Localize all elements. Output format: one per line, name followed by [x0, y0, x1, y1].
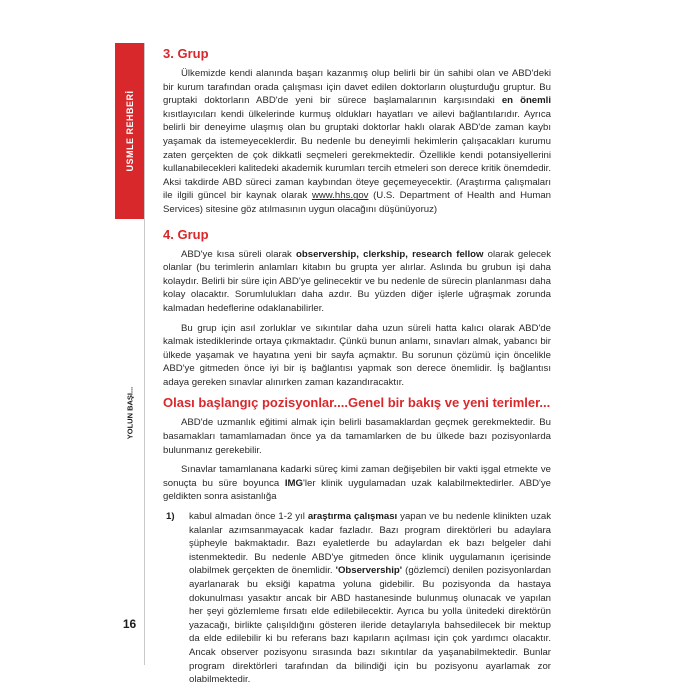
section-5-paragraph-1: ABD'de uzmanlık eğitimi almak için belirli basamaklardan geçmek gerekmektedir. Bu basamakları tamamlamadan önce ya da tamamlarken de bu ülkede bazı pozisyonlarda bulunmanız gerekebilir. [163, 417, 551, 456]
list-item-text: kabul almadan önce 1-2 yıl araştırma çalışması yapan ve bu nedenle klinikten uzak kalanlar azımsanmayacak kadar fazladır. Bazı program direktörleri bu adaylara şüpheyle bakmaktadır. Bazı eyaletlerde bu adaylardan ek bazı belgeler dahi istenmektedir. Bu nedenle ABD'ye gitmeden önce klinik uygulamanın içerisinde olabilmek gerçekten de önemlidir. 'Observership' (gözlemci) denilen pozisyonlardan ayarlanarak bu eksiği kapatma yoluna gidebilir. Bu pozisyonda da hastaya dokunulması yasaktır ancak bir ABD hastanesinde bulunmuş olunacak ve yapılan her şeyi gözlemleme fırsatı elde edilebilecektir. Ayrıca bu yolla ünitedeki direktörün yazacağı, birlikte çalışıldığını gösteren ileride detaylarıyla bahsedilecek bir mektup da elde edilebilir ki bu referans bazı kapıların açılması için çok yardımcı olacaktır. Ancak observer pozisyonu sırasında bazı sıkıntılar da yaşanabilmektedir. Bunlar program direktörleri tarafından da bilindiği için bu pozisyonu ayarlamak zor olabilmektedir. [189, 511, 551, 686]
brand-label: USMLE REHBERİ [124, 90, 135, 172]
section-label-wrap [115, 373, 144, 453]
page-content [163, 46, 551, 687]
list-item-number: 1) [166, 511, 175, 523]
list-item [163, 510, 551, 687]
section-5-paragraph-2: Sınavlar tamamlanana kadarki süreç kimi zaman değişebilen bir vakti işgal etmekte ve sonuçta bu süre boyunca IMG'ler klinik uygulamadan uzak kalabilmektedirler. ABD'ye geldikten sonra asistanlığa [163, 464, 551, 503]
hhs-link[interactable]: www.hhs.gov [311, 190, 369, 202]
section-label: YOLUN BAŞI... [125, 386, 134, 440]
section-4-paragraph-1: ABD'ye kısa süreli olarak observership, clerkship, research fellow olarak gelecek olanlar (bu terimlerin anlamları kitabın bu grupta yer alırlar. Aslında bu grubun işi daha kolaydır. Belirli bir süre için ABD'ye gelinecektir ve bu nedenle de sürecin planlanması daha kolay olacaktır. Sorumlulukları daha azdır. Bu yüzden diğer işlerle uğraşmak zorunda kalmadan hedeflerine odaklanabilirler. [163, 248, 551, 314]
numbered-list [163, 510, 551, 687]
page-number: 16 [122, 617, 137, 631]
section-4-paragraph-2: Bu grup için asıl zorluklar ve sıkıntılar daha uzun süreli hatta kalıcı olarak ABD'de kalmak istediklerinde ortaya çıkmaktadır. Çünkü bunun anlamı, sınavları almak, yabancı bir ülkede yaşamak ve hayatına yeni bir sayfa açmaktır. Bu sorunun çözümü için öncelikle ABD'ye gitmeden önce iyi bir iş bağlantısı yapmak son derece önemlidir. İş bağlantısı adaya gereken sınavlar alınırken zaman kazandıracaktır. [163, 322, 551, 388]
brand-tab [115, 43, 144, 219]
section-4-heading: 4. Grup [163, 226, 209, 242]
section-3-heading: 3. Grup [163, 46, 209, 61]
section-5-heading: Olası başlangıç pozisyonlar....Genel bir bakış ve yeni terimler... [163, 395, 551, 411]
sidebar [115, 43, 145, 665]
section-3-paragraph-1: Ülkemizde kendi alanında başarı kazanmış olup belirli bir ün sahibi olan ve ABD'deki bir kurum tarafından orada çalışması için davet edilen doktorların oluşturduğu gruptur. Bu gruptaki doktorların ABD'de yeni bir sürece başlamalarının karşısındaki en önemli kısıtlayıcıları kendi ülkelerinde kurmuş oldukları hayatları ve ailevi bağlantılarıdır. Ayrıca belirli bir deneyime ulaşmış olan bu gruptaki doktorlar haklı olarak ABD'de zaman kaybı yaşamak da istemeyeceklerdir. Bu nedenle bu deneyimli hekimlerin çalışacakları kurumu zaten gerçekten de çok dikkatli seçmeleri gerekmektedir. Özellikle kendi potansiyellerini kullanabilecekleri kalitedeki akademik kurumları tercih etmeleri son derece kritik önemdedir. Aksi takdirde ABD süreci zaman kaybından öteye geçemeyecektir. (Araştırma çalışmaları ile ilgili güncel bir kaynak olarak www.hhs.gov (U.S. Department of Health and Human Services) sitesine göz atılmasının uygun olacağını düşünüyoruz) [163, 68, 552, 215]
